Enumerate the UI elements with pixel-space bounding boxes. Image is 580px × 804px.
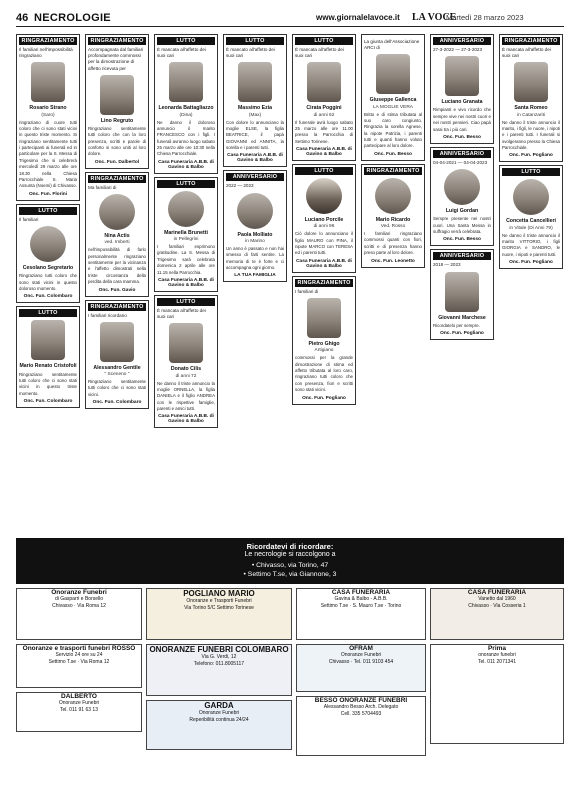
deceased-subtitle: Ved. Rosso <box>380 224 406 230</box>
ad-line-2: Via Torino 5/C Settimo Torinese <box>184 604 254 611</box>
notice-text: Ciò dolore lo annunciano il figlio MAURO con PINA, il nipote MARCO con TERESA ed i parenti tutti. <box>295 231 353 256</box>
notice-intro: I familiari di <box>295 288 319 294</box>
obituary-card <box>430 147 494 247</box>
notice-type-label: RINGRAZIAMENTO <box>295 279 353 287</box>
portrait-photo <box>237 193 273 229</box>
deceased-subtitle: ved. Imberti <box>104 240 130 246</box>
column-5 <box>292 34 356 474</box>
obituary-card <box>430 249 494 340</box>
notice-intro: Il familiari <box>19 216 39 222</box>
deceased-subtitle: in Pellegrini <box>173 237 199 243</box>
obituary-card <box>292 34 356 161</box>
reminder-title: Ricordatevi di ricordare: <box>246 542 334 551</box>
portrait-photo <box>376 54 410 94</box>
notice-intro: 27-3-2022 — 27-3-2023 <box>433 47 483 52</box>
reminder-subtitle: Le necrologie si raccolgono a <box>244 551 336 558</box>
obituary-card <box>499 165 563 269</box>
deceased-name: Giuseppe Gallenca <box>369 97 417 104</box>
ads-section <box>16 588 564 788</box>
deceased-subtitle: Artigiano <box>314 348 334 354</box>
notice-text: Ne danno il triste annuncio il marito VITTORIO, i figli GIORGIA e SANDRO, le nuore, i nipoti e parenti tutti. <box>502 232 560 257</box>
notice-intro: 2022 — 2023 <box>226 183 254 189</box>
notice-text: Ringraziano sentitamente tutti coloro che ci sono stati vicini. <box>88 378 146 397</box>
funeral-home-signature: LA TUA FAMIGLIA <box>234 273 276 279</box>
ad-line-2: Reperibilità continua 24/24 <box>189 716 249 723</box>
column-2 <box>85 34 149 474</box>
notice-intro: È mancato all'affetto dei suoi cari <box>226 47 275 59</box>
deceased-name: Rosario Strano <box>29 105 67 112</box>
ad-title: POGLIANO MARIO <box>183 589 255 598</box>
deceased-subtitle: di anni 62 <box>313 112 335 118</box>
notice-type-label: ANNIVERSARIO <box>433 252 491 260</box>
notice-type-label: RINGRAZIAMENTO <box>88 37 146 45</box>
deceased-name: Leonarda Battagliazzo <box>158 105 214 112</box>
page-number: 46 <box>16 12 29 24</box>
deceased-name: Luciano Porcile <box>304 217 344 224</box>
portrait-photo <box>444 169 480 205</box>
column-1 <box>16 34 80 474</box>
funeral-home-signature: Onc. Fun. Pogliano <box>302 395 346 401</box>
funeral-home-ad[interactable] <box>296 696 426 756</box>
obituary-card <box>430 34 494 144</box>
ad-line-2: Tel. 011 2071341 <box>478 658 516 665</box>
notice-type-label: RINGRAZIAMENTO <box>88 175 146 183</box>
deceased-subtitle: (Saro) <box>41 112 55 118</box>
notice-type-label: ANNIVERSARIO <box>433 37 491 45</box>
funeral-home-ad[interactable] <box>430 588 564 640</box>
ad-line-2: Chivasso · Tel. 011 9103 454 <box>328 658 394 665</box>
deceased-name: Donato Cilis <box>170 366 202 373</box>
ad-line-2: Chivasso · Via Cosseria 1 <box>468 602 526 609</box>
deceased-name: Santa Romeo <box>514 105 548 112</box>
funeral-home-signature: Onc. Fun. Pogliano <box>509 153 553 159</box>
funeral-home-signature: Casa Funeraria A.B.B. di Gavino & Balbo <box>158 414 214 425</box>
deceased-subtitle: LA MOGLIE VERA <box>373 104 413 110</box>
notice-type-label: RINGRAZIAMENTO <box>364 167 422 175</box>
portrait-photo <box>375 178 411 214</box>
notice-type-label: LUTTO <box>226 37 284 45</box>
obituary-card <box>154 295 218 428</box>
site-url[interactable]: www.giornalelavoce.it <box>316 13 400 22</box>
portrait-photo <box>169 323 203 363</box>
funeral-home-signature: Onc. Fun. Pogliano <box>509 260 553 266</box>
portrait-photo <box>100 322 134 362</box>
deceased-subtitle: in Vitale (Di Anni 79) <box>509 225 553 231</box>
notice-type-label: LUTTO <box>157 37 215 45</box>
notice-text: Ringraziano sentitamente tutti coloro che con la loro presenza, scritti e parole di conforto si sono uniti al loro dolore. <box>88 125 146 157</box>
funeral-home-ad[interactable] <box>16 644 142 688</box>
notice-intro: Accompagnata dal familiari profondamente commossi per la dimostrazione di affetto ricevuta per <box>88 47 144 71</box>
portrait-photo <box>445 56 479 96</box>
notice-intro: 04-04-2021 — 04-04-2023 <box>433 159 488 165</box>
column-8 <box>499 34 563 474</box>
obituary-card <box>292 164 356 273</box>
deceased-name: Mario Ricardo <box>375 216 411 223</box>
notice-type-label: ANNIVERSARIO <box>226 173 284 181</box>
issue-date: Martedì 28 marzo 2023 <box>446 13 524 22</box>
portrait-photo <box>99 194 135 230</box>
funeral-home-ad[interactable] <box>296 588 426 640</box>
notice-intro: È mancata all'affetto dei suoi cari <box>502 47 551 59</box>
ad-line-1: Servizio 24 ore su 24 <box>55 652 103 658</box>
ad-line-2: Chivasso · Via Roma 12 <box>52 602 106 609</box>
notice-text: Ringraziano tutti coloro che sono stati vicini in questo doloroso momento. <box>19 273 77 291</box>
ad-line-1: Alessandro Besso Arch. Delegato <box>323 704 399 710</box>
deceased-name: Cesolano Segretario <box>22 264 74 271</box>
obituary-card <box>223 34 287 167</box>
obituary-card <box>154 34 218 174</box>
notice-text: Ricordatelo per sempre. <box>433 322 480 328</box>
notice-type-label: LUTTO <box>157 298 215 306</box>
deceased-name: Massimo Ezia <box>237 105 273 112</box>
ad-line-1: di Gasparri e Borsello <box>54 596 104 602</box>
notice-type-label: LUTTO <box>19 207 77 215</box>
deceased-name: Luigi Gordan <box>445 208 479 215</box>
funeral-home-ad[interactable] <box>146 700 292 750</box>
notice-text: Ne danno il triste annuncio il marito, i figli, le nuore, i nipoti e i parenti tutti. I funerali si svolgeranno presso la Chiesa Parrocchiale. <box>502 119 560 151</box>
obituary-card <box>85 34 149 169</box>
ad-line-1: onoranze funebri <box>478 652 516 658</box>
notice-text: Ne danno il triste annuncio la moglie ORNELLA, la figlia DANIELA e il figlio ANDREA con le rispettive famiglie, parenti e amici tutti. <box>157 380 215 412</box>
funeral-home-signature: Casa Funeraria A.B.B. di Gavino & Balbo <box>227 153 283 164</box>
ad-title: CASA FUNERARIA <box>467 589 527 596</box>
notice-text: Rimpianti e vivo ricordo che sempre vive nei nostri cuori e nei nostri pensieri. Ciao papà sarai tra i più cari. <box>433 107 491 132</box>
portrait-photo <box>307 62 341 102</box>
deceased-name: Giovanni Marchese <box>438 314 486 321</box>
portrait-photo <box>306 178 342 214</box>
obituary-card <box>499 34 563 162</box>
deceased-name: Luciano Granata <box>441 99 483 106</box>
portrait-photo <box>31 62 65 102</box>
ad-line-1: Onoranze Funebri <box>340 652 382 658</box>
column-6 <box>361 34 425 474</box>
notice-type-label: LUTTO <box>502 168 560 176</box>
ad-title: ONORANZE FUNEBRI COLOMBARO <box>149 645 289 654</box>
page-header <box>0 0 580 30</box>
funeral-home-signature: Onc. Fun. Colombaro <box>92 400 142 406</box>
deceased-subtitle: (Dina) <box>179 112 193 118</box>
notice-text: Il funerale avrà luogo sabato 25 marzo alle ore 11.00 presso la Parrocchia di Settimo Torinese. <box>295 119 353 144</box>
obituary-card <box>16 204 80 304</box>
notice-intro: È mancata all'affetto dei suoi cari <box>295 47 344 59</box>
obituary-card <box>361 34 425 161</box>
ad-title: BESSO ONORANZE FUNEBRI <box>314 697 408 704</box>
funeral-home-signature: Casa Funeraria A.B.B. di Gavino & Balbo <box>158 159 214 170</box>
ad-line-1: Via G. Verdi, 12 <box>201 654 237 660</box>
obituary-card <box>223 170 287 282</box>
funeral-home-signature: Onc. Fun. Gavio <box>98 287 136 293</box>
notice-text: ringraziano di cuore tutti coloro che ci sono stati vicini in questo triste momento. Si ringraziano sentitamente tutti i partecipanti ai funerali ed in particolare per la S. Messa di Trigesimo che si celebrerà mercoledì 29 marzo alle ore 18.30 nella Chiesa Parrocchiale S. Maria Assunta (Noemi) di Chivasso. <box>19 119 77 189</box>
funeral-home-signature: Casa Funeraria A.B.B. di Gavino & Balbo <box>296 147 352 158</box>
funeral-home-signature: Onc. Fun. Colombaro <box>23 294 73 300</box>
funeral-home-signature: Casa Funeraria A.B.B. di Gavino & Balbo <box>158 277 214 288</box>
deceased-subtitle: di anni 96 <box>313 224 335 230</box>
funeral-home-ad[interactable] <box>146 644 292 696</box>
obituary-card <box>85 300 149 410</box>
portrait-photo <box>168 191 204 227</box>
ad-title: OFRAM <box>349 645 373 652</box>
ad-line-1: Onoranze e Trasporti Funebri <box>186 598 252 604</box>
notice-intro: Ma familiari di <box>88 184 117 190</box>
portrait-photo <box>514 62 548 102</box>
funeral-home-signature: Casa Funeraria A.B.B. di Gavino & Balbo <box>296 258 352 269</box>
notice-type-label: LUTTO <box>157 180 215 188</box>
ad-title: CASA FUNERARIA <box>331 589 391 596</box>
portrait-photo <box>169 62 203 102</box>
portrait-photo <box>100 75 134 115</box>
notice-text: I familiari ringraziano commossi quanti con fiori, scritti e di presenza hanno preso parte al loro dolore. <box>364 231 422 256</box>
notice-type-label: RINGRAZIAMENTO <box>88 303 146 311</box>
notice-text: I familiari esprimono gratitudine. La S. Messa di Trigesimo sarà celebrata domenica 2 aprile alle ore 11.15 nella Parrocchia. <box>157 244 215 275</box>
notice-intro: È mancata all'affetto dei suoi cari <box>157 307 206 320</box>
portrait-photo <box>513 179 549 215</box>
funeral-home-ad[interactable] <box>16 692 142 732</box>
deceased-name: Concetta Cancellieri <box>506 218 556 225</box>
deceased-subtitle: (Max) <box>248 112 262 118</box>
column-4 <box>223 34 287 474</box>
deceased-subtitle: " Sceneno " <box>104 371 130 377</box>
masthead: LA VOCE <box>412 12 457 23</box>
deceased-name: Cirata Poggini <box>306 105 342 112</box>
notice-text: Con dolore lo annunciano la moglie ELSE, la figlia BEATRICE, il papà GIOVANNI ed ANNITA, la sorella e i parenti tutti. <box>226 119 284 151</box>
ad-line-2: Settimo T.se · S. Mauro T.se · Torino <box>320 602 402 609</box>
deceased-name: Lino Regruto <box>100 117 134 124</box>
ad-title: Prima <box>487 645 507 652</box>
notice-text: Sempre presente nei nostri cuori. Una Santa Messa in suffragio verrà celebrata. <box>433 216 491 235</box>
portrait-photo <box>30 226 66 262</box>
header-rule <box>16 26 564 27</box>
notice-type-label: LUTTO <box>295 167 353 175</box>
ad-line-1: Gavina & Balbo - A.B.B. <box>334 596 388 602</box>
column-7 <box>430 34 494 474</box>
obituary-grid <box>16 34 564 474</box>
ad-line-2: Tel. 011 91 63 13 <box>60 706 98 713</box>
obituary-card <box>16 34 80 201</box>
deceased-name: Paola Molliato <box>237 231 273 238</box>
notice-type-label: RINGRAZIAMENTO <box>502 37 560 45</box>
obituary-card <box>292 276 356 405</box>
notice-type-label: ANNIVERSARIO <box>433 150 491 158</box>
notice-text: Ne danno il doloroso annuncio il marito FRANCESCO con i figli. I funerali avranno luogo sabato 25 marzo alle ore 10:30 nella Chiesa Parrocchiale. <box>157 119 215 157</box>
notice-intro: 2018 — 2023 <box>433 262 461 268</box>
funeral-home-signature: Onc. Fun. Besso <box>374 151 412 157</box>
notice-text: Britto e di stima tributata al suo caro congiunto. Ringrazia la sorella Agnese, la nipote Patrizia, i parenti tutti e quanti hanno voluto partecipare al loro dolore. <box>364 111 422 149</box>
notice-text: commossi per la grande dimostrazione di stima ed affetto tributata al loro caro, ringraziano tutti coloro che con presenza, fiori e scritti sono stati vicini. <box>295 355 353 393</box>
deceased-name: Marinella Brunetti <box>164 229 208 236</box>
obituary-card <box>361 164 425 268</box>
portrait-photo <box>31 320 65 360</box>
funeral-home-signature: Onc. Fun. Pogliano <box>440 331 484 337</box>
deceased-subtitle: di anni 72 <box>175 373 197 379</box>
funeral-home-ad[interactable] <box>296 644 426 692</box>
notice-text: nell'impossibilità di farlo personalmente ringraziano sentitamente per la vicinanza e l'affetto dimostrati nella triste circostanza della perdita della cara mamma. <box>88 247 146 285</box>
ad-line-1: Onoranze Funebri <box>58 700 100 706</box>
ad-line-2: Settimo T.se · Via Roma 12 <box>48 658 110 665</box>
funeral-home-signature: Onc. Fun. Dalbertol <box>94 159 140 165</box>
ad-title: Onoranze Funebri <box>51 589 107 596</box>
reminder-location-1: • Chivasso, via Torino, 47 <box>251 562 329 569</box>
deceased-name: Nina Actis <box>104 233 130 240</box>
ad-line-1: Vanetto dal 1960 <box>478 596 516 602</box>
notice-text: Ringraziano sentitamente tutti coloro che ci sono stati vicini in questo triste momento. <box>19 371 77 396</box>
column-3 <box>154 34 218 474</box>
portrait-photo <box>238 62 272 102</box>
ad-line-1: Onoranze Funebri <box>198 710 240 716</box>
notice-intro: La giunta dell'Associazione ARCI di <box>364 39 420 51</box>
deceased-name: Mario Renato Cristofoli <box>19 363 77 370</box>
ad-title: Onoranze e trasporti funebri ROSSO <box>22 645 136 652</box>
notice-text: Un anno è passato e non hai smesso di farti sentire. La memoria di te è forte e ci accompagna ogni giorno. <box>226 245 284 271</box>
deceased-subtitle: in Marino <box>245 238 265 244</box>
portrait-photo <box>445 272 479 312</box>
notice-intro: È mancata all'affetto dei suoi cari <box>157 47 206 59</box>
funeral-home-ad[interactable] <box>16 588 142 640</box>
reminder-location-2: • Settimo T.se, via Giannone, 3 <box>243 571 337 578</box>
ad-title: GARDA <box>204 701 234 710</box>
funeral-home-signature: Onc. Fun. Leonetto <box>371 258 415 264</box>
ad-line-2: Cell. 335 5704493 <box>340 710 382 717</box>
notice-type-label: LUTTO <box>19 309 77 317</box>
notice-intro: I familiari ricordano <box>88 312 127 318</box>
funeral-home-signature: Onc. Fun. Florini <box>28 191 68 197</box>
section-title: NECROLOGIE <box>34 12 111 24</box>
portrait-photo <box>307 298 341 338</box>
ad-line-2: Telefono: 011.8005117 <box>193 660 245 667</box>
notice-type-label: RINGRAZIAMENTO <box>19 37 77 45</box>
deceased-name: Alessandro Gentile <box>93 364 141 371</box>
notice-type-label: LUTTO <box>295 37 353 45</box>
obituary-card <box>16 306 80 408</box>
notice-intro: Il familiari nell'impossibilità ringraziano <box>19 47 73 59</box>
reminder-banner <box>16 538 564 584</box>
funeral-home-signature: Onc. Fun. Besso <box>443 237 481 243</box>
funeral-home-signature: Onc. Fun. Colombaro <box>23 399 73 405</box>
obituary-card <box>154 177 218 292</box>
funeral-home-ad[interactable] <box>146 588 292 640</box>
deceased-name: Pietro Ghigo <box>308 341 340 348</box>
deceased-subtitle: in Catanzariti <box>517 112 545 118</box>
funeral-home-signature: Onc. Fun. Besso <box>443 134 481 140</box>
ad-title: DALBERTO <box>61 693 97 700</box>
funeral-home-ad[interactable] <box>430 644 564 744</box>
obituary-card <box>85 172 149 297</box>
